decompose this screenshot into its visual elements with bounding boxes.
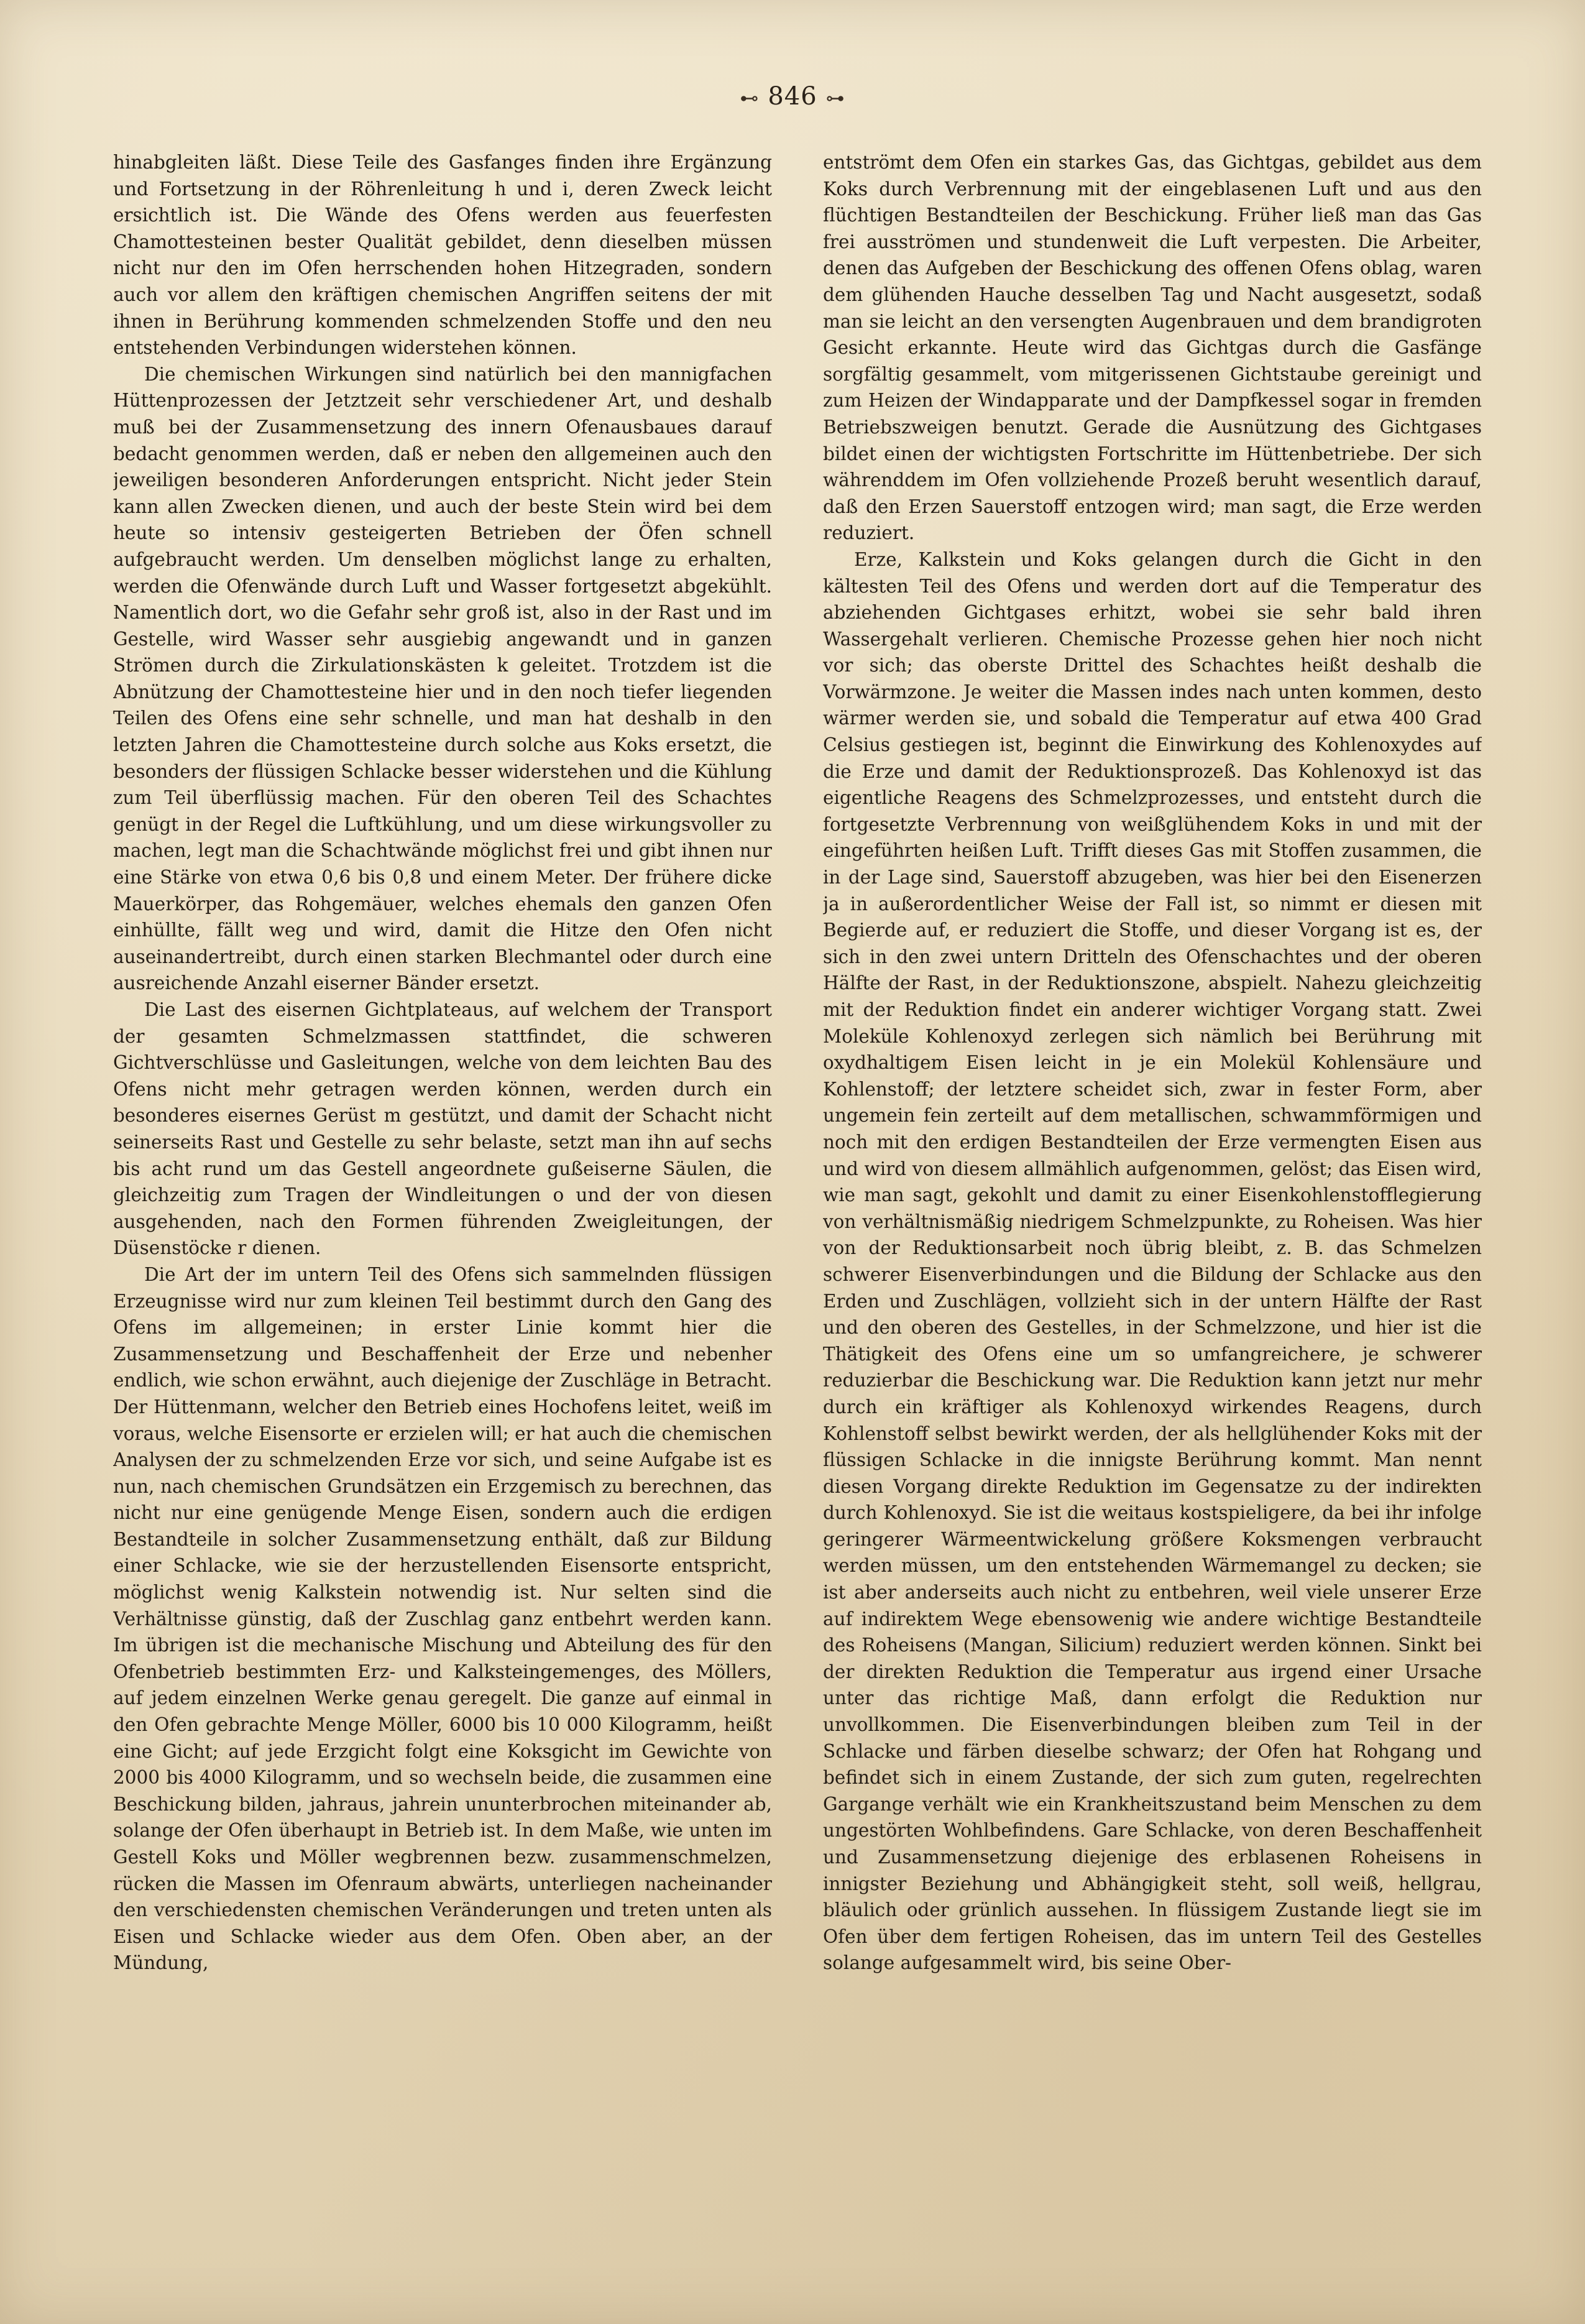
page-number: 846 — [768, 82, 817, 111]
paragraph: Erze, Kalkstein und Koks gelangen durch die Gicht in den kältesten Teil des Ofens und werden dort auf die Temperatur des abziehenden Gichtgases erhitzt, wobei sie sehr bald ihren Wassergehalt verlieren. Chemische Prozesse gehen hier noch nicht vor sich; das oberste Drittel des Schachtes heißt deshalb die Vorwärmzone. Je weiter die Massen indes nach unten kommen, desto wärmer werden sie, und sobald die Temperatur auf etwa 400 Grad Celsius gestiegen ist, beginnt die Einwirkung des Kohlenoxydes auf die Erze und damit der Reduktionsprozeß. Das Kohlenoxyd ist das eigentliche Reagens des Schmelzprozesses, und entsteht durch die fortgesetzte Verbrennung von weißglühendem Koks in und mit der eingeführten heißen Luft. Trifft dieses Gas mit Stoffen zusammen, die in der Lage sind, Sauerstoff abzugeben, was hier bei den Eisenerzen ja in außerordentlicher Weise der Fall ist, so nimmt er diesen mit Begierde auf, er reduziert die Stoffe, und dieser Vorgang ist es, der sich in den zwei untern Dritteln des Ofenschachtes und der oberen Hälfte der Rast, in der Reduktionszone, abspielt. Nahezu gleichzeitig mit der Reduktion findet ein anderer wichtiger Vorgang statt. Zwei Moleküle Kohlenoxyd zerlegen sich nämlich bei Berührung mit oxydhaltigem Eisen leicht in je ein Molekül Kohlensäure und Kohlenstoff; der letztere scheidet sich, zwar in fester Form, aber ungemein fein zerteilt auf dem metallischen, schwammförmigen und noch mit den erdigen Bestandteilen der Erze vermengten Eisen aus und wird von diesem allmählich aufgenommen, gelöst; das Eisen wird, wie man sagt, gekohlt und damit zu einer Eisenkohlenstofflegierung von verhältnismäßig niedrigem Schmelzpunkte, zu Roheisen. Was hier von der Reduktionsarbeit noch übrig bleibt, z. B. das Schmelzen schwerer Eisenverbindungen und die Bildung der Schlacke aus den Erden und Zuschlägen, vollzieht sich in der untern Hälfte der Rast und den oberen des Gestelles, in der Schmelzzone, und hier ist die Thätigkeit des Ofens eine um so umfangreichere, je schwerer reduzierbar die Beschickung war. Die Reduktion kann jetzt nur mehr durch ein kräftiger als Kohlenoxyd wirkendes Reagens, durch Kohlenstoff selbst bewirkt werden, der als hellglühender Koks mit der flüssigen Schlacke in die innigste Berührung kommt. Man nennt diesen Vorgang direkte Reduktion im Gegensatze zu der indirekten durch Kohlenoxyd. Sie ist die weitaus kostspieligere, da bei ihr infolge geringerer Wärmeentwickelung größere Koksmengen verbraucht werden müssen, um den entstehenden Wärmemangel zu decken; sie ist aber anderseits auch nicht zu entbehren, weil viele unserer Erze auf indirektem Wege ebensowenig wie andere wichtige Bestandteile des Roheisens (Mangan, Silicium) reduziert werden können. Sinkt bei der direkten Reduktion die Temperatur aus irgend einer Ursache unter das richtige Maß, dann erfolgt die Reduktion nur unvollkommen. Die Eisenverbindungen bleiben zum Teil in der Schlacke und färben dieselbe schwarz; der Ofen hat Rohgang und befindet sich in einem Zustande, der sich zum guten, regelrechten Gargange verhält wie ein Krankheitszustand beim Menschen zu dem ungestörten Wohlbefindens. Gare Schlacke, von deren Beschaffenheit und Zusammensetzung diejenige des erblasenen Roheisens in innigster Beziehung und Abhängigkeit steht, soll weiß, hellgrau, bläulich oder grünlich aussehen. In flüssigem Zustande liegt sie im Ofen über dem fertigen Roheisen, das im untern Teil des Gestelles solange aufgesammelt wird, bis seine Ober- — [823, 548, 1482, 1974]
ornament-right-icon: ⊶ — [825, 88, 845, 109]
right-column — [823, 149, 1482, 2176]
ornament-left-icon: ⊷ — [740, 88, 760, 109]
paragraph: Die Last des eisernen Gichtplateaus, auf welchem der Transport der gesamten Schmelzmassen stattfindet, die schweren Gichtverschlüsse und Gasleitungen, welche von dem leichten Bau des Ofens nicht mehr getragen werden können, werden durch ein besonderes eisernes Gerüst m gestützt, und damit der Schacht nicht seinerseits Rast und Gestelle zu sehr belaste, setzt man ihn auf sechs bis acht rund um das Gestell angeordnete gußeiserne Säulen, die gleichzeitig zum Tragen der Windleitungen o und der von diesen ausgehenden, nach den Formen führenden Zweigleitungen, der Düsenstöcke r dienen. — [113, 999, 772, 1259]
paragraph: Die Art der im untern Teil des Ofens sich sammelnden flüssigen Erzeugnisse wird nur zum kleinen Teil bestimmt durch den Gang des Ofens im allgemeinen; in erster Linie kommt hier die Zusammensetzung und Beschaffenheit der Erze und nebenher endlich, wie schon erwähnt, auch diejenige der Zuschläge in Betracht. Der Hüttenmann, welcher den Betrieb eines Hochofens leitet, weiß im voraus, welche Eisensorte er erzielen will; er hat auch die chemischen Analysen der zu schmelzenden Erze vor sich, und seine Aufgabe ist es nun, nach chemischen Grundsätzen ein Erzgemisch zu berechnen, das nicht nur eine genügende Menge Eisen, sondern auch die erdigen Bestandteile in solcher Zusammensetzung enthält, daß zur Bildung einer Schlacke, wie sie der herzustellenden Eisensorte entspricht, möglichst wenig Kalkstein notwendig ist. Nur selten sind die Verhältnisse günstig, daß der Zuschlag ganz entbehrt werden kann. Im übrigen ist die mechanische Mischung und Abteilung des für den Ofenbetrieb bestimmten Erz- und Kalksteingemenges, des Möllers, auf jedem einzelnen Werke genau geregelt. Die ganze auf einmal in den Ofen gebrachte Menge Möller, 6000 bis 10 000 Kilogramm, heißt eine Gicht; auf jede Erzgicht folgt eine Koksgicht im Gewichte von 2000 bis 4000 Kilogramm, und so wechseln beide, die zusammen eine Beschickung bilden, jahraus, jahrein ununterbrochen miteinander ab, solange der Ofen überhaupt in Betrieb ist. In dem Maße, wie unten im Gestell Koks und Möller wegbrennen bezw. zusammenschmelzen, rücken die Massen im Ofenraum abwärts, unterliegen nacheinander den verschiedensten chemischen Veränderungen und treten unten als Eisen und Schlacke wieder aus dem Ofen. Oben aber, an der Mündung, — [113, 1263, 772, 1974]
paragraph: entströmt dem Ofen ein starkes Gas, das Gichtgas, gebildet aus dem Koks durch Verbrennung mit der eingeblasenen Luft und aus den flüchtigen Bestandteilen der Beschickung. Früher ließ man das Gas frei ausströmen und stundenweit die Luft verpesten. Die Arbeiter, denen das Aufgeben der Beschickung des offenen Ofens oblag, waren dem glühenden Hauche desselben Tag und Nacht ausgesetzt, sodaß man sie leicht an den versengten Augenbrauen und dem brandigroten Gesicht erkannte. Heute wird das Gichtgas durch die Gasfänge sorgfältig gesammelt, vom mitgerissenen Gichtstaube gereinigt und zum Heizen der Windapparate und der Dampfkessel sogar in fremden Betriebszweigen benutzt. Gerade die Ausnützung des Gichtgases bildet einen der wichtigsten Fortschritte im Hüttenbetriebe. Der sich währenddem im Ofen vollziehende Prozeß beruht wesentlich darauf, daß den Erzen Sauerstoff entzogen wird; man sagt, die Erze werden reduziert. — [823, 152, 1482, 544]
left-column — [113, 149, 772, 2176]
paragraph: Die chemischen Wirkungen sind natürlich bei den mannigfachen Hüttenprozessen der Jetztzeit sehr verschiedener Art, und deshalb muß bei der Zusammensetzung des innern Ofenausbaues darauf bedacht genommen werden, daß er neben den allgemeinen auch den jeweiligen besonderen Anforderungen entspricht. Nicht jeder Stein kann allen Zwecken dienen, und auch der beste Stein wird bei dem heute so intensiv gesteigerten Betrieben der Öfen schnell aufgebraucht werden. Um denselben möglichst lange zu erhalten, werden die Ofenwände durch Luft und Wasser fortgesetzt abgekühlt. Namentlich dort, wo die Gefahr sehr groß ist, also in der Rast und im Gestelle, wird Wasser sehr ausgiebig angewandt und in ganzen Strömen durch die Zirkulationskästen k geleitet. Trotzdem ist die Abnützung der Chamottesteine hier und in den noch tiefer liegenden Teilen des Ofens eine sehr schnelle, und man hat deshalb in den letzten Jahren die Chamottesteine durch solche aus Koks ersetzt, die besonders der flüssigen Schlacke besser widerstehen und die Kühlung zum Teil überflüssig machen. Für den oberen Teil des Schachtes genügt in der Regel die Luftkühlung, und um diese wirkungsvoller zu machen, legt man die Schachtwände möglichst frei und gibt ihnen nur eine Stärke von etwa 0,6 bis 0,8 und einem Meter. Der frühere dicke Mauerkörper, das Rohgemäuer, welches ehemals den ganzen Ofen einhüllte, fällt weg und wird, damit die Hitze den Ofen nicht auseinandertreibt, durch einen starken Blechmantel oder durch eine ausreichende Anzahl eiserner Bänder ersetzt. — [113, 363, 772, 994]
paragraph: hinabgleiten läßt. Diese Teile des Gasfanges finden ihre Ergänzung und Fortsetzung in der Röhrenleitung h und i, deren Zweck leicht ersichtlich ist. Die Wände des Ofens werden aus feuerfesten Chamottesteinen bester Qualität gebildet, denn dieselben müssen nicht nur den im Ofen herrschenden hohen Hitzegraden, sondern auch vor allem den kräftigen chemischen Angriffen seitens der mit ihnen in Berührung kommenden schmelzenden Stoffe und den neu entstehenden Verbindungen widerstehen können. — [113, 152, 772, 359]
page-header — [0, 82, 1585, 111]
